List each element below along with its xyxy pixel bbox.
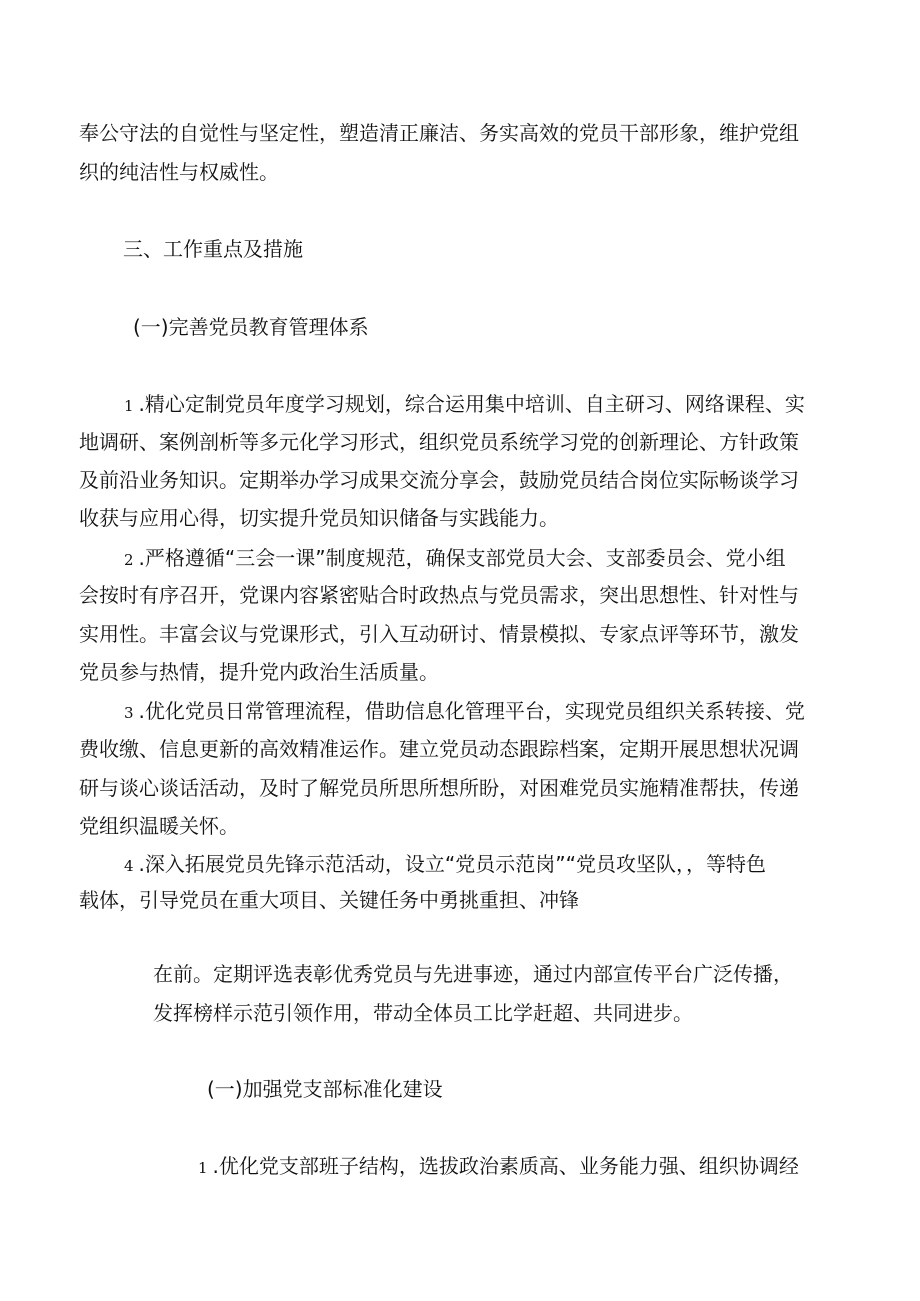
- item-2-line-1: 2 .严格遵循“三会一课”制度规范，确保支部党员大会、支部委员会、党小组: [124, 546, 786, 570]
- sub2-item-1-line-1: 1 .优化党支部班子结构，选拔政治素质高、业务能力强、组织协调经: [198, 1154, 799, 1178]
- item-3-line-4: 党组织温暖关怀。: [79, 814, 239, 838]
- item-4-number: 4: [124, 857, 134, 875]
- item-1-line-4: 收获与应用心得，切实提升党员知识储备与实践能力。: [79, 506, 559, 530]
- subsection-heading-2: (一)加强党支部标准化建设: [207, 1077, 443, 1101]
- item-2-number: 2: [124, 551, 134, 569]
- item-4-line-3: 在前。定期评选表彰优秀党员与先进事迹，通过内部宣传平台广泛传播，: [153, 962, 793, 986]
- item-3-line-2: 费收缴、信息更新的高效精准运作。建立党员动态跟踪档案，定期开展思想状况调: [79, 737, 799, 761]
- item-4-line-1: 4 .深入拓展党员先锋示范活动，设立“党员示范岗”“党员攻坚队，，等特色: [124, 852, 766, 876]
- item-1-number: 1: [124, 397, 134, 415]
- item-3-line-3: 研与谈心谈话活动，及时了解党员所思所想所盼，对困难党员实施精准帮扶，传递: [79, 776, 799, 800]
- sub2-item-1-number: 1: [198, 1159, 208, 1177]
- subsection-heading-1: (一)完善党员教育管理体系: [133, 315, 369, 339]
- section-heading: 三、工作重点及措施: [123, 237, 303, 261]
- item-3-number: 3: [124, 704, 134, 722]
- item-4-line-2: 载体，引导党员在重大项目、关键任务中勇挑重担、冲锋: [79, 888, 579, 912]
- item-4-line-4: 发挥榜样示范引领作用，带动全体员工比学赶超、共同进步。: [153, 1001, 693, 1025]
- item-1-line-1: 1 .精心定制党员年度学习规划，综合运用集中培训、自主研习、网络课程、实: [124, 392, 805, 416]
- item-1-line-2: 地调研、案例剖析等多元化学习形式，组织党员系统学习党的创新理论、方针政策: [79, 430, 799, 454]
- item-2-line-3: 实用性。丰富会议与党课形式，引入互动研讨、情景模拟、专家点评等环节，激发: [79, 622, 799, 646]
- item-2-line-2: 会按时有序召开，党课内容紧密贴合时政热点与党员需求，突出思想性、针对性与: [79, 583, 799, 607]
- intro-line-1: 奉公守法的自觉性与坚定性，塑造清正廉洁、务实高效的党员干部形象，维护党组: [79, 121, 799, 145]
- item-2-line-4: 党员参与热情，提升党内政治生活质量。: [79, 660, 439, 684]
- item-1-line-3: 及前沿业务知识。定期举办学习成果交流分享会，鼓励党员结合岗位实际畅谈学习: [79, 468, 799, 492]
- item-3-line-1: 3 .优化党员日常管理流程，借助信息化管理平台，实现党员组织关系转接、党: [124, 699, 805, 723]
- intro-line-2: 织的纯洁性与权威性。: [79, 160, 279, 184]
